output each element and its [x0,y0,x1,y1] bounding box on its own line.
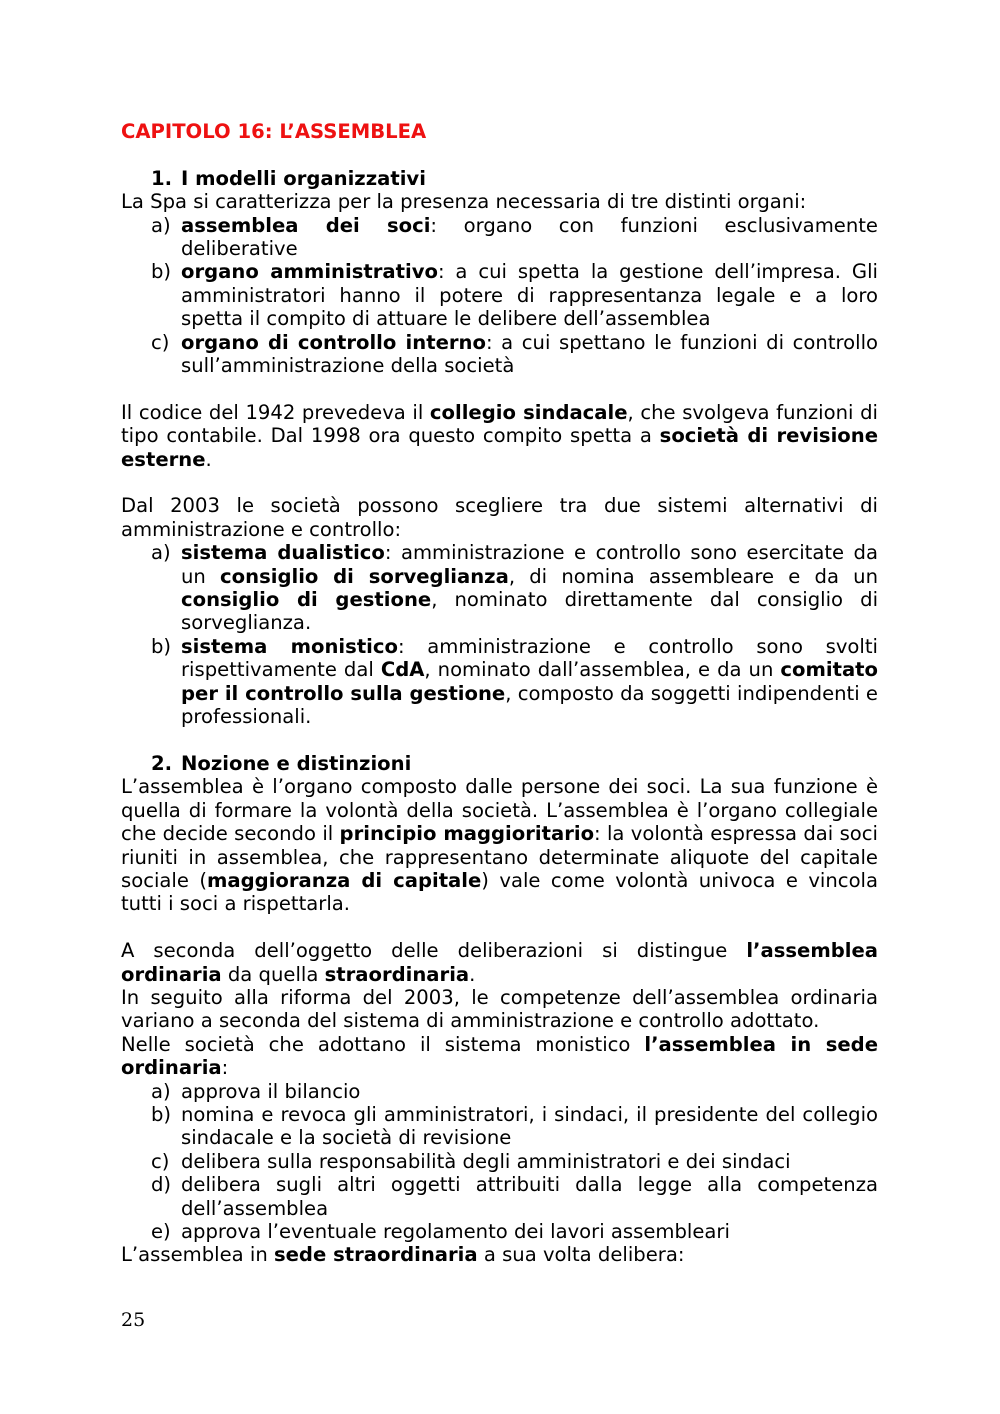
paragraph: Nelle società che adottano il sistema monistico l’assemblea in sede ordinaria: [121,1032,878,1080]
bold-term: sistema monistico [181,634,398,658]
item-text: : organo con funzioni esclusivamente deliberative [181,213,878,261]
paragraph: L’assemblea in sede straordinaria a sua volta delibera: [121,1243,685,1267]
list-item: e) approva l’eventuale regolamento dei lavori assembleari [151,1220,730,1244]
chapter-title: CAPITOLO 16: L’ASSEMBLEA [121,120,427,143]
bold-term: l’assemblea in sede ordinaria [121,1032,878,1080]
bold-term: CdA [380,658,425,682]
paragraph: Il codice del 1942 prevedeva il collegio sindacale, che svolgeva funzioni di tipo contabile. Dal 1998 ora questo compito spetta a società di revisione esterne. [121,400,878,471]
ordinary-competences-list [121,1080,878,1244]
list-marker: a) [151,213,171,237]
paragraph: Dal 2003 le società possono scegliere tra due sistemi alternativi di amministrazione e controllo: [121,494,878,541]
list-marker: b) [151,634,172,658]
bold-term: società di revisione esterne [121,424,878,471]
list-item: a) sistema dualistico: amministrazione e controllo sono esercitate da un consiglio di sorveglianza, di nomina assembleare e da un consiglio di gestione, nominato direttamente dal consiglio di sorveglianza. [151,541,879,635]
bold-term: principio maggioritario [339,822,595,846]
list-item: b) sistema monistico: amministrazione e controllo sono svolti rispettivamente dal CdA, nominato dall’assemblea, e da un comitato per il controllo sulla gestione, composto da soggetti indipendenti e professionali. [151,634,878,729]
item-text: : a cui spettano le funzioni di controllo sull’amministrazione della società [181,330,878,378]
list-item [121,260,878,330]
document-page [121,120,878,1267]
list-marker: d) [151,1173,172,1197]
section-heading-1 [121,167,878,190]
paragraph: La Spa si caratterizza per la presenza necessaria di tre distinti organi: [121,190,807,214]
bold-term: collegio sindacale [429,400,628,424]
list-marker: b) [151,1102,172,1126]
paragraph: L’assemblea è l’organo composto dalle persone dei soci. La sua funzione è quella di formare la volontà della società. L’assemblea è l’organo collegiale che decide secondo il principio maggioritario: la volontà espressa dai soci riuniti in assemblea, che rappresentano determinate aliquote del capitale sociale (maggioranza di capitale) vale come volontà univoca e vincola tutti i soci a rispettarla. [121,775,879,916]
page-number: 25 [121,1309,146,1331]
organs-list [121,214,878,378]
list-marker: b) [151,260,172,284]
list-item: a) approva il bilancio [151,1079,361,1103]
bold-term: maggioranza di capitale [207,868,482,892]
list-item: b) nomina e revoca gli amministratori, i sindaci, il presidente del collegio sindacale e la società di revisione [151,1102,878,1150]
section-number: 1. [151,166,173,190]
list-item [121,214,878,261]
bold-term: straordinaria [324,962,470,986]
paragraph: A seconda dell’oggetto delle deliberazioni si distingue l’assemblea ordinaria da quella straordinaria. [121,939,878,986]
bold-term: sistema dualistico [181,541,385,565]
list-marker: e) [151,1220,171,1244]
paragraph: In seguito alla riforma del 2003, le competenze dell’assemblea ordinaria variano a seconda del sistema di amministrazione e controllo adottato. [121,985,878,1033]
section-heading-2 [121,752,878,775]
list-marker: c) [151,330,170,354]
bold-term: consiglio di sorveglianza [220,564,509,588]
bold-term: l’assemblea ordinaria [121,939,878,986]
bold-term: comitato per il controllo sulla gestione [181,658,878,705]
bold-term: consiglio di gestione [181,588,432,612]
bold-term: sede straordinaria [273,1243,478,1267]
section-title: Nozione e distinzioni [181,751,412,775]
list-item: c) delibera sulla responsabilità degli amministratori e dei sindaci [151,1149,791,1173]
list-marker: a) [151,1079,171,1103]
list-item: d) delibera sugli altri oggetti attribuiti dalla legge alla competenza dell’assemblea [151,1173,878,1220]
bold-term: assemblea dei soci [181,213,431,237]
list-marker: c) [151,1149,170,1173]
systems-list [121,541,878,728]
bold-term: organo di controllo interno [181,330,486,354]
section-title: I modelli organizzativi [181,166,426,190]
list-marker: a) [151,541,171,565]
item-text: : a cui spetta la gestione dell’impresa. Gli amministratori hanno il potere di rappresentanza legale e a loro spetta il compito di attuare le delibere dell’assemblea [181,260,878,331]
bold-term: organo amministrativo [181,260,438,284]
list-item [121,331,878,378]
section-number: 2. [151,751,173,775]
